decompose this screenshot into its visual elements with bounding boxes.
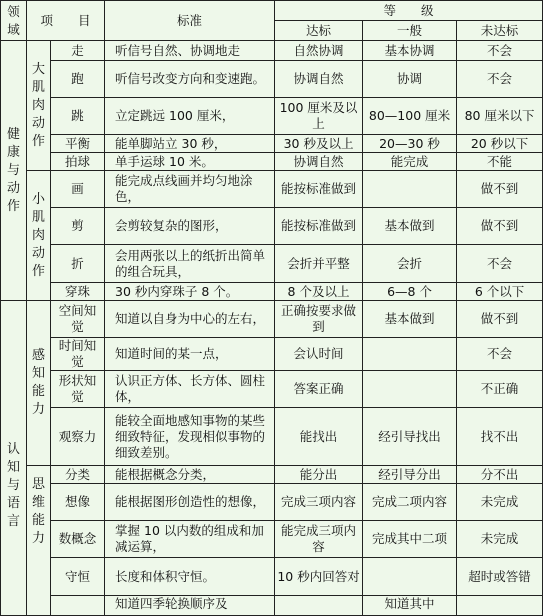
table-row: [1, 153, 543, 171]
row-reach: 会认时间: [275, 338, 363, 371]
row-standard: 认识正方体、长方体、圆柱体，: [105, 371, 275, 408]
row-reach: [275, 596, 363, 616]
table-row: [1, 521, 543, 558]
row-general: 基本做到: [363, 208, 457, 245]
row-not-reach: 超时或答错: [457, 558, 543, 596]
row-standard: 立定跳远 100 厘米，: [105, 98, 275, 135]
table-row: [1, 98, 543, 135]
row-standard: 会剪较复杂的图形，: [105, 208, 275, 245]
row-reach: 完成三项内容: [275, 484, 363, 521]
row-general: 完成其中二项: [363, 521, 457, 558]
header-domain: 领 域: [1, 1, 27, 41]
row-item: 空间知觉: [51, 301, 105, 338]
row-not-reach: 不会: [457, 41, 543, 61]
row-standard: 知道时间的某一点，: [105, 338, 275, 371]
header-item: 项 目: [27, 1, 105, 41]
header-not-reach: 未达标: [457, 21, 543, 41]
row-item: 观察力: [51, 408, 105, 466]
row-item: 形状知觉: [51, 371, 105, 408]
row-item: 拍球: [51, 153, 105, 171]
row-general: 基本协调: [363, 41, 457, 61]
row-standard: 知道四季轮换顺序及: [105, 596, 275, 616]
row-not-reach: 不会: [457, 245, 543, 283]
table-row: [1, 466, 543, 484]
row-general: 能完成: [363, 153, 457, 171]
row-item: 跳: [51, 98, 105, 135]
group-fine-motor: [27, 171, 51, 301]
row-general: 经引导找出: [363, 408, 457, 466]
table-row: [1, 135, 543, 153]
row-item: 穿珠: [51, 283, 105, 301]
table-row: [1, 596, 543, 616]
row-standard: 单手运球 10 米。: [105, 153, 275, 171]
table-row: [1, 338, 543, 371]
row-reach: 自然协调: [275, 41, 363, 61]
row-not-reach: 做不到: [457, 208, 543, 245]
row-item: 画: [51, 171, 105, 208]
row-not-reach: 80 厘米以下: [457, 98, 543, 135]
row-not-reach: 分不出: [457, 466, 543, 484]
table-row: [1, 171, 543, 208]
row-reach: 协调自然: [275, 61, 363, 98]
row-reach: 答案正确: [275, 371, 363, 408]
row-reach: 能完成三项内容: [275, 521, 363, 558]
group-fine-motor-label: 小肌肉动作: [31, 191, 45, 279]
row-standard: 知道以自身为中心的左右，: [105, 301, 275, 338]
row-not-reach: 20 秒以下: [457, 135, 543, 153]
group-perception: [27, 301, 51, 466]
row-item: 走: [51, 41, 105, 61]
row-standard: 能根据概念分类，: [105, 466, 275, 484]
row-not-reach: 不会: [457, 61, 543, 98]
domain-health: [1, 41, 27, 301]
row-general: 80—100 厘米: [363, 98, 457, 135]
domain-cognition-label: 认知与语言: [6, 442, 20, 529]
table-row: [1, 371, 543, 408]
row-item: 数概念: [51, 521, 105, 558]
row-standard: 听信号自然、协调地走: [105, 41, 275, 61]
row-item: 折: [51, 245, 105, 283]
row-item: 时间知觉: [51, 338, 105, 371]
table-row: [1, 245, 543, 283]
row-standard: 30 秒内穿珠子 8 个。: [105, 283, 275, 301]
row-general: 基本做到: [363, 301, 457, 338]
header-standard: 标准: [105, 1, 275, 41]
row-standard: 能完成点线画并均匀地涂色，: [105, 171, 275, 208]
row-general: [363, 558, 457, 596]
row-general: 会折: [363, 245, 457, 283]
row-item: 跑: [51, 61, 105, 98]
table-row: [1, 61, 543, 98]
row-not-reach: 未完成: [457, 521, 543, 558]
domain-health-label: 健康与动作: [6, 126, 20, 214]
row-general: 经引导分出: [363, 466, 457, 484]
table-row: [1, 301, 543, 338]
table-row: [1, 408, 543, 466]
row-not-reach: 不正确: [457, 371, 543, 408]
row-not-reach: 做不到: [457, 171, 543, 208]
row-item: [51, 596, 105, 616]
row-general: [363, 371, 457, 408]
row-standard: 能较全面地感知事物的某些细致特征，发现相似事物的细致差别。: [105, 408, 275, 466]
row-reach: 能按标准做到: [275, 208, 363, 245]
header-reach: 达标: [275, 21, 363, 41]
table-row: [1, 208, 543, 245]
row-reach: 会折并平整: [275, 245, 363, 283]
table-row: [1, 484, 543, 521]
row-item: 想像: [51, 484, 105, 521]
table-row: [1, 283, 543, 301]
row-item: 平衡: [51, 135, 105, 153]
row-reach: 能找出: [275, 408, 363, 466]
row-standard: 掌握 10 以内数的组成和加减运算，: [105, 521, 275, 558]
row-general: 完成二项内容: [363, 484, 457, 521]
row-reach: 能分出: [275, 466, 363, 484]
row-general: 知道其中: [363, 596, 457, 616]
group-gross-motor: [27, 41, 51, 171]
row-not-reach: 不能: [457, 153, 543, 171]
row-standard: 能根据图形创造性的想像，: [105, 484, 275, 521]
row-not-reach: 找不出: [457, 408, 543, 466]
row-item: 剪: [51, 208, 105, 245]
row-item: 分类: [51, 466, 105, 484]
row-reach: 正确按要求做到: [275, 301, 363, 338]
group-perception-label: 感知能力: [31, 348, 45, 417]
row-standard: 会用两张以上的纸折出简单的组合玩具，: [105, 245, 275, 283]
row-not-reach: 不会: [457, 338, 543, 371]
row-not-reach: 做不到: [457, 301, 543, 338]
row-reach: 10 秒内回答对: [275, 558, 363, 596]
group-thinking: [27, 466, 51, 616]
row-reach: 30 秒及以上: [275, 135, 363, 153]
group-gross-motor-label: 大肌肉动作: [31, 61, 45, 149]
table-row: [1, 558, 543, 596]
row-reach: 能按标准做到: [275, 171, 363, 208]
header-levels: 等 级: [275, 1, 543, 21]
row-reach: 协调自然: [275, 153, 363, 171]
row-general: [363, 338, 457, 371]
row-general: [363, 171, 457, 208]
row-not-reach: 未完成: [457, 484, 543, 521]
group-thinking-label: 思维能力: [31, 477, 45, 546]
header-general: 一般: [363, 21, 457, 41]
row-item: 守恒: [51, 558, 105, 596]
row-not-reach: 6 个以下: [457, 283, 543, 301]
row-reach: 100 厘米及以上: [275, 98, 363, 135]
row-general: 20—30 秒: [363, 135, 457, 153]
table-row: [1, 41, 543, 61]
domain-cognition: [1, 301, 27, 616]
row-general: 6—8 个: [363, 283, 457, 301]
row-standard: 听信号改变方向和变速跑。: [105, 61, 275, 98]
row-standard: 能单脚站立 30 秒，: [105, 135, 275, 153]
row-standard: 长度和体积守恒。: [105, 558, 275, 596]
row-not-reach: [457, 596, 543, 616]
row-reach: 8 个及以上: [275, 283, 363, 301]
row-general: 协调: [363, 61, 457, 98]
